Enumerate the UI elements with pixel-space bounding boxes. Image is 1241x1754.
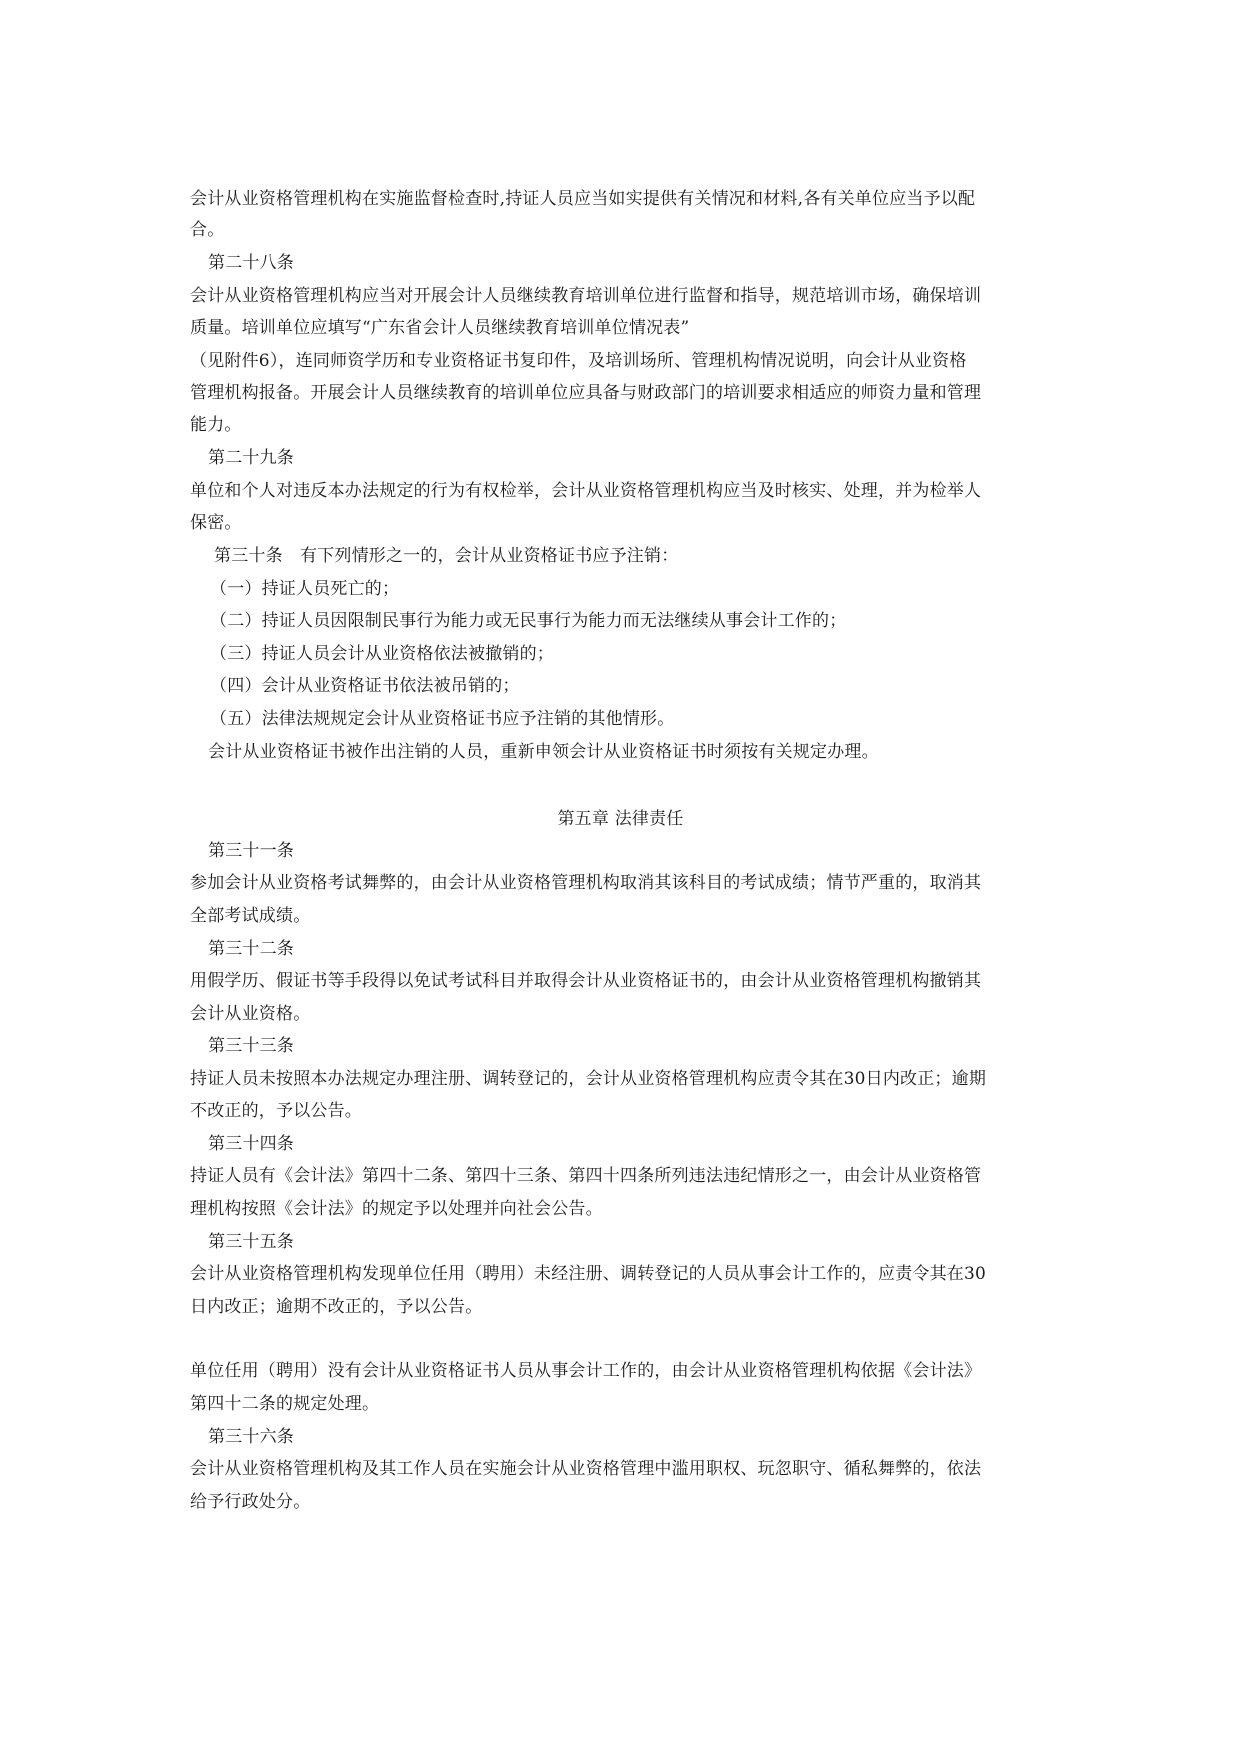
article-heading: 第三十二条 bbox=[208, 939, 294, 959]
article-heading: 第三十六条 bbox=[208, 1427, 294, 1447]
paragraph-line: 管理机构报备。开展会计人员继续教育的培训单位应具备与财政部门的培训要求相适应的师资力量和管理 bbox=[190, 383, 982, 403]
list-item: （二）持证人员因限制民事行为能力或无民事行为能力而无法继续从事会计工作的； bbox=[210, 611, 847, 631]
paragraph-line: 不改正的，予以公告。 bbox=[190, 1101, 362, 1121]
chapter-title: 第五章 法律责任 bbox=[557, 809, 684, 829]
paragraph-line: 第四十二条的规定处理。 bbox=[190, 1394, 380, 1414]
paragraph-line: 会计从业资格证书被作出注销的人员，重新申领会计从业资格证书时须按有关规定办理。 bbox=[208, 742, 879, 762]
list-item: （五）法律法规规定会计从业资格证书应予注销的其他情形。 bbox=[210, 709, 675, 729]
paragraph-line: 保密。 bbox=[190, 513, 242, 533]
paragraph-line: 质量。培训单位应填写“广东省会计人员继续教育培训单位情况表” bbox=[190, 318, 690, 338]
paragraph-line: 持证人员未按照本办法规定办理注册、调转登记的，会计从业资格管理机构应责令其在30日内改正；逾期 bbox=[190, 1069, 987, 1089]
paragraph-line: 全部考试成绩。 bbox=[190, 906, 311, 926]
article-heading: 第二十八条 bbox=[208, 253, 294, 273]
list-item: （四）会计从业资格证书依法被吊销的； bbox=[210, 676, 520, 696]
list-item: （一）持证人员死亡的； bbox=[210, 579, 400, 599]
paragraph-line: 会计从业资格。 bbox=[190, 1004, 311, 1024]
paragraph-line: 会计从业资格管理机构及其工作人员在实施会计从业资格管理中滥用职权、玩忽职守、循私舞弊的，依法 bbox=[190, 1459, 982, 1479]
article-heading: 第三十五条 bbox=[208, 1232, 294, 1252]
list-item: （三）持证人员会计从业资格依法被撤销的； bbox=[210, 644, 554, 664]
paragraph-line: 会计从业资格管理机构应当对开展会计人员继续教育培训单位进行监督和指导，规范培训市场，确保培训 bbox=[190, 286, 982, 306]
paragraph-line: 持证人员有《会计法》第四十二条、第四十三条、第四十四条所列违法违纪情形之一，由会计从业资格管 bbox=[190, 1166, 982, 1186]
paragraph-line: 日内改正；逾期不改正的，予以公告。 bbox=[190, 1297, 483, 1317]
paragraph-line: 单位任用（聘用）没有会计从业资格证书人员从事会计工作的，由会计从业资格管理机构依据《会计法》 bbox=[190, 1361, 982, 1381]
paragraph-line: 合。 bbox=[190, 220, 225, 240]
paragraph-line: 用假学历、假证书等手段得以免试考试科目并取得会计从业资格证书的，由会计从业资格管理机构撤销其 bbox=[190, 971, 982, 991]
paragraph-line: 单位和个人对违反本办法规定的行为有权检举，会计从业资格管理机构应当及时核实、处理，并为检举人 bbox=[190, 481, 982, 501]
article-heading: 第三十四条 bbox=[208, 1134, 294, 1154]
article-heading: 第二十九条 bbox=[208, 448, 294, 468]
paragraph-line: 会计从业资格管理机构在实施监督检查时,持证人员应当如实提供有关情况和材料,各有关单位应当予以配 bbox=[190, 189, 976, 209]
article-heading: 第三十一条 bbox=[208, 841, 294, 861]
article-heading: 第三十条 有下列情形之一的，会计从业资格证书应予注销： bbox=[214, 546, 679, 566]
paragraph-line: 理机构按照《会计法》的规定予以处理并向社会公告。 bbox=[190, 1199, 603, 1219]
paragraph-line: 能力。 bbox=[190, 415, 242, 435]
paragraph-line: 会计从业资格管理机构发现单位任用（聘用）未经注册、调转登记的人员从事会计工作的，应责令其在30 bbox=[190, 1264, 987, 1284]
paragraph-line: 参加会计从业资格考试舞弊的，由会计从业资格管理机构取消其该科目的考试成绩；情节严重的，取消其 bbox=[190, 873, 982, 893]
paragraph-line: 给予行政处分。 bbox=[190, 1492, 311, 1512]
article-heading: 第三十三条 bbox=[208, 1036, 294, 1056]
paragraph-line: （见附件6），连同师资学历和专业资格证书复印件，及培训场所、管理机构情况说明，向会计从业资格 bbox=[190, 351, 967, 371]
